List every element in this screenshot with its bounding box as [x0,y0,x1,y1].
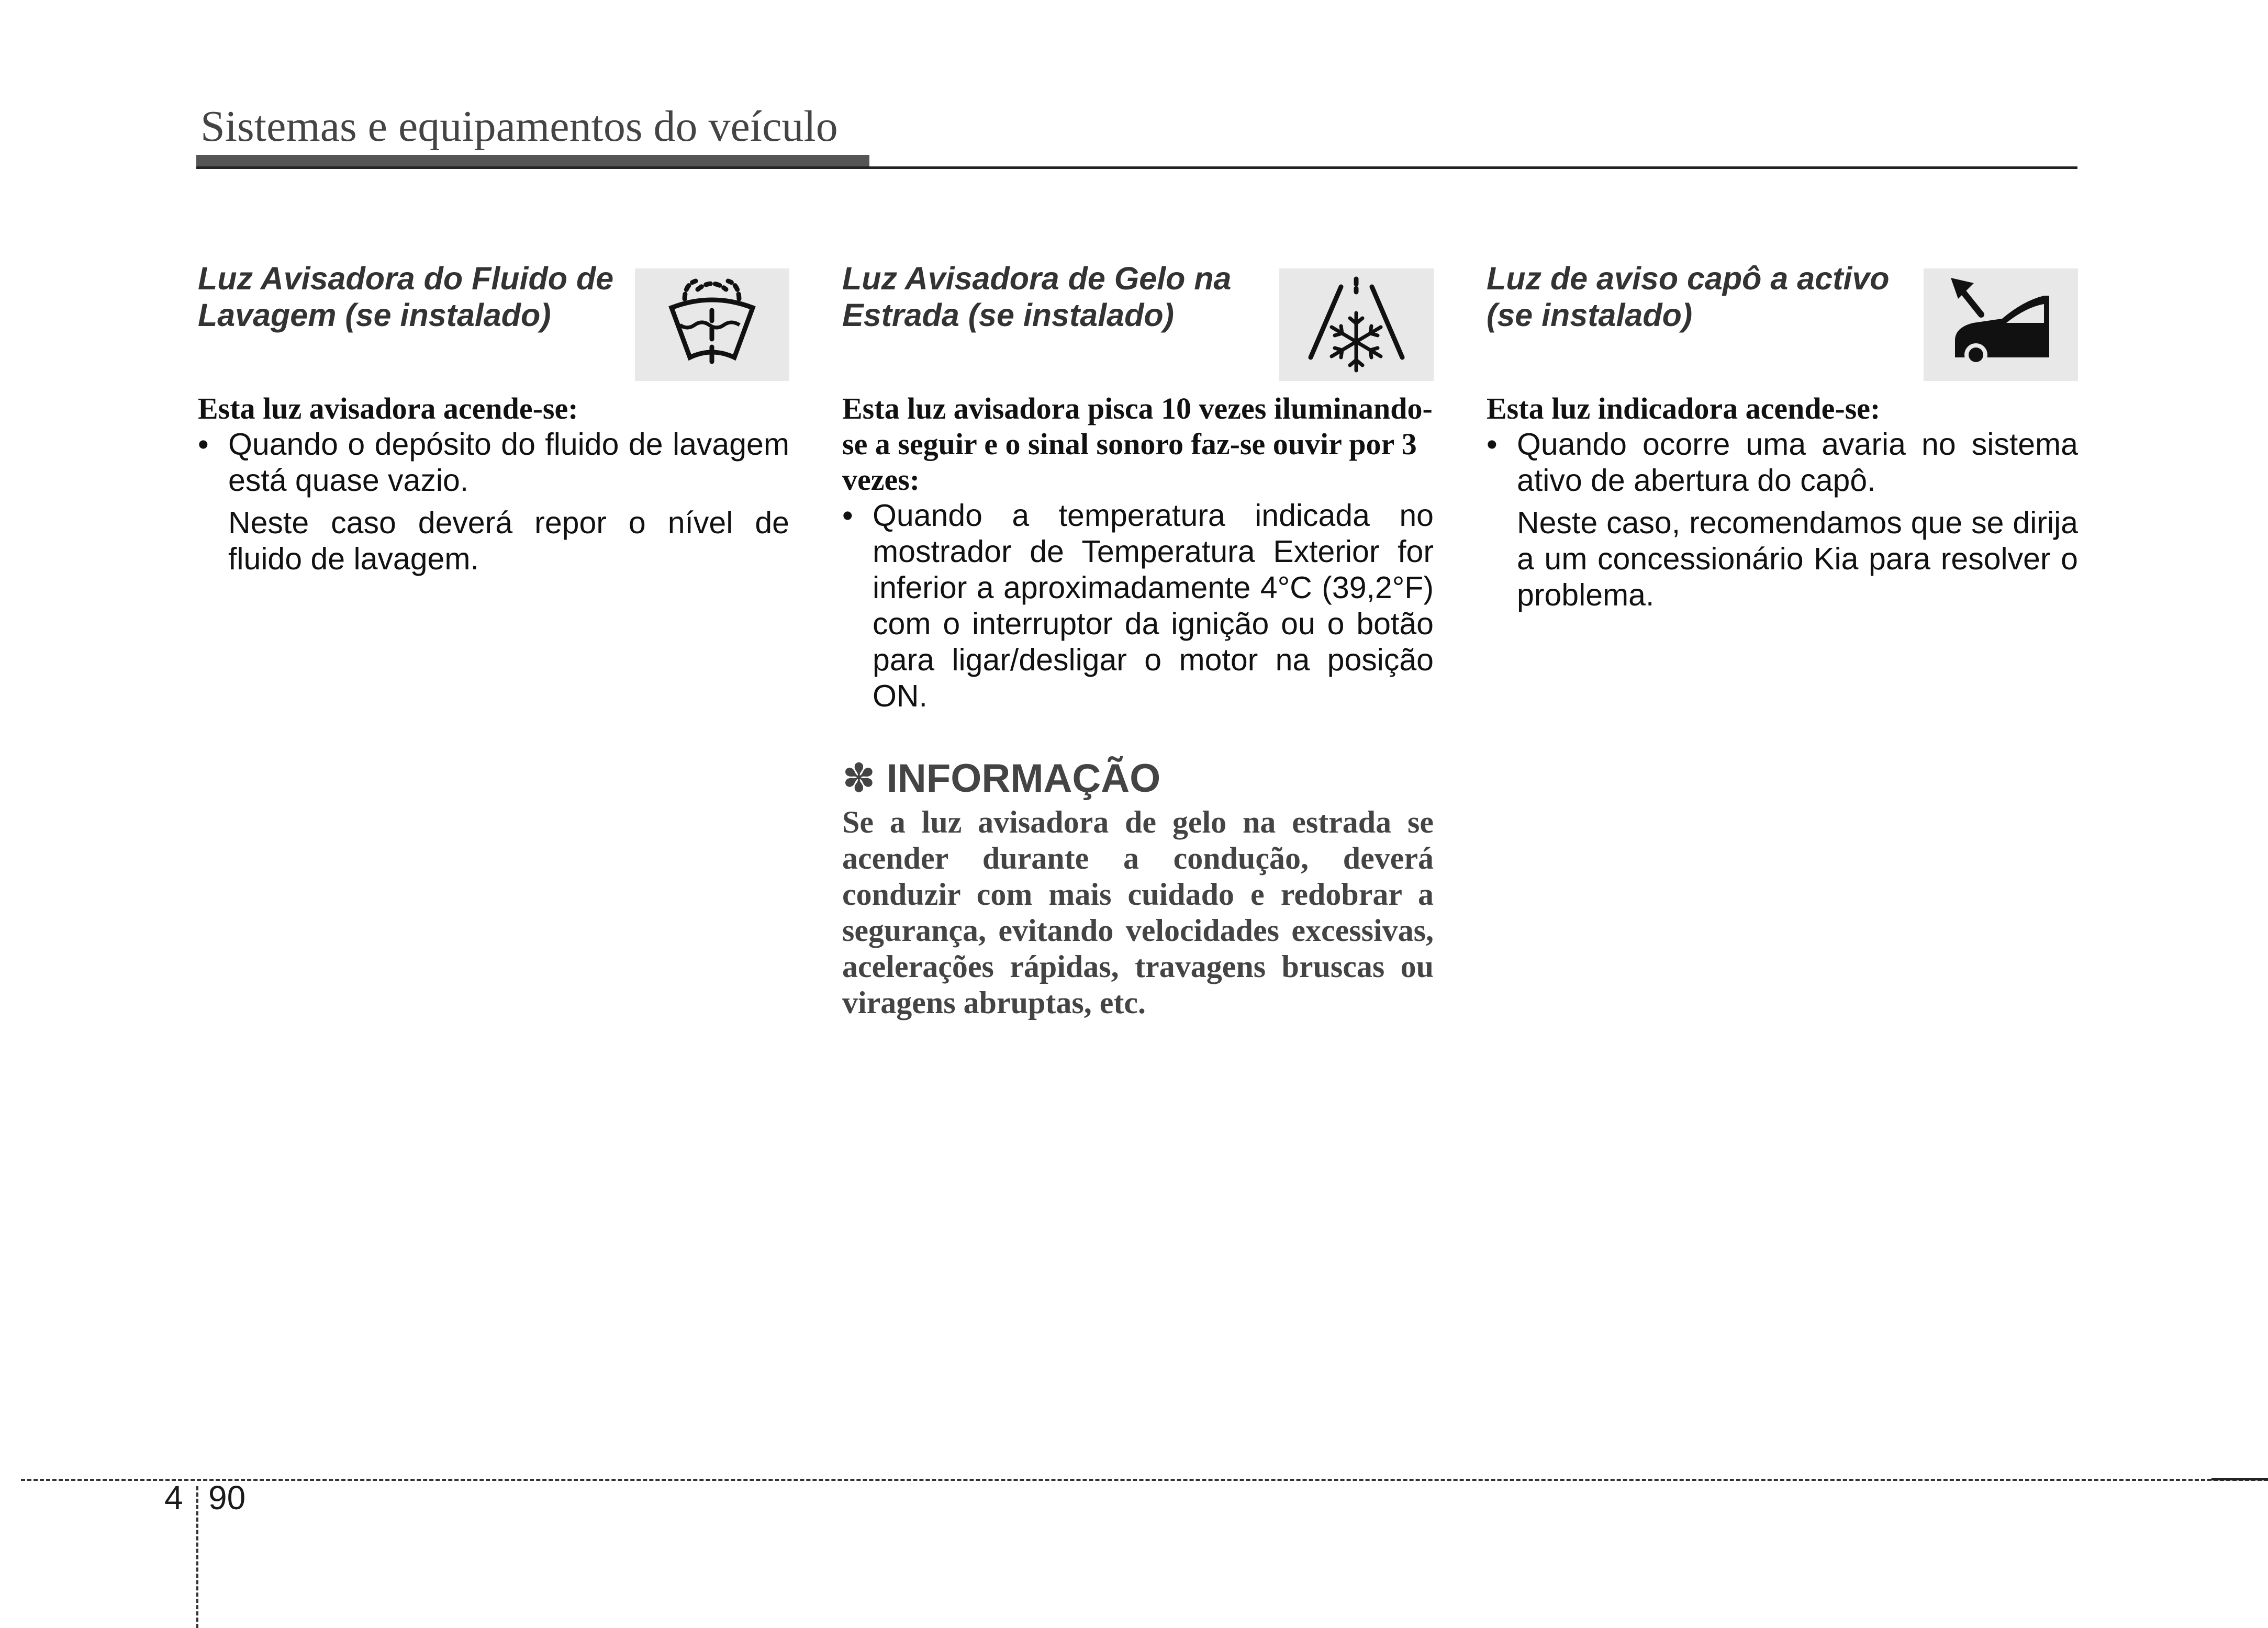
section-title-line2: (se instalado) [1487,297,1693,333]
section-active-hood [1487,260,2078,613]
header-rule [196,166,2077,169]
washer-fluid-icon [635,268,789,381]
footer-solid-rule [2211,1478,2268,1480]
footer-dashed-rule [21,1479,2268,1481]
footer-dashed-divider [196,1486,198,1628]
note-text: Neste caso deverá repor o nível de fluido de lavagem. [228,506,789,576]
lead-text: Esta luz avisadora pisca 10 vezes iluminando-se a seguir e o sinal sonoro faz-se ouvir por 3 vezes: [842,391,1433,497]
section-title-line2: Lavagem (se instalado) [198,297,551,333]
section-title-line1: Luz Avisadora de Gelo na [842,261,1232,296]
page-header-title: Sistemas e equipamentos do veículo [200,102,838,151]
active-hood-icon [1924,268,2078,381]
section-title-line1: Luz Avisadora do Fluido de [198,261,614,296]
chapter-number: 4 [164,1479,183,1517]
bullet-item: • Quando ocorre uma avaria no sistema ativo de abertura do capô. [1487,426,2078,499]
icy-road-icon [1279,268,1434,381]
section-title [1487,260,1921,391]
info-body: Se a luz avisadora de gelo na estrada se acender durante a condução, deverá conduzir com mais cuidado e redobrar a segurança, evitando velocidades excessivas, acelerações rápidas, travagens bruscas ou viragens abruptas, etc. [842,805,1434,1020]
bullet-item: • Quando a temperatura indicada no mostrador de Temperatura Exterior for inferior a aproximadamente 4°C (39,2°F) com o interruptor da ignição ou o botão para ligar/desligar o motor na posição ON. [842,498,1434,714]
note-text: Neste caso, recomendamos que se dirija a um concessionário Kia para resolver o problema. [1517,506,2078,612]
bullet-item: • Quando o depósito do fluido de lavagem está quase vazio. [198,426,789,499]
lead-text: Esta luz avisadora acende-se: [198,391,578,425]
section-icy-road [842,260,1434,1021]
lead-text: Esta luz indicadora acende-se: [1487,391,1881,425]
section-title [198,260,632,391]
section-washer-fluid [198,260,789,577]
section-title-line2: Estrada (se instalado) [842,297,1174,333]
section-title-line1: Luz de aviso capô a activo [1487,261,1890,296]
section-title [842,260,1277,391]
info-heading: ✽ INFORMAÇÃO [842,756,1161,801]
page-number: 90 [208,1479,246,1517]
